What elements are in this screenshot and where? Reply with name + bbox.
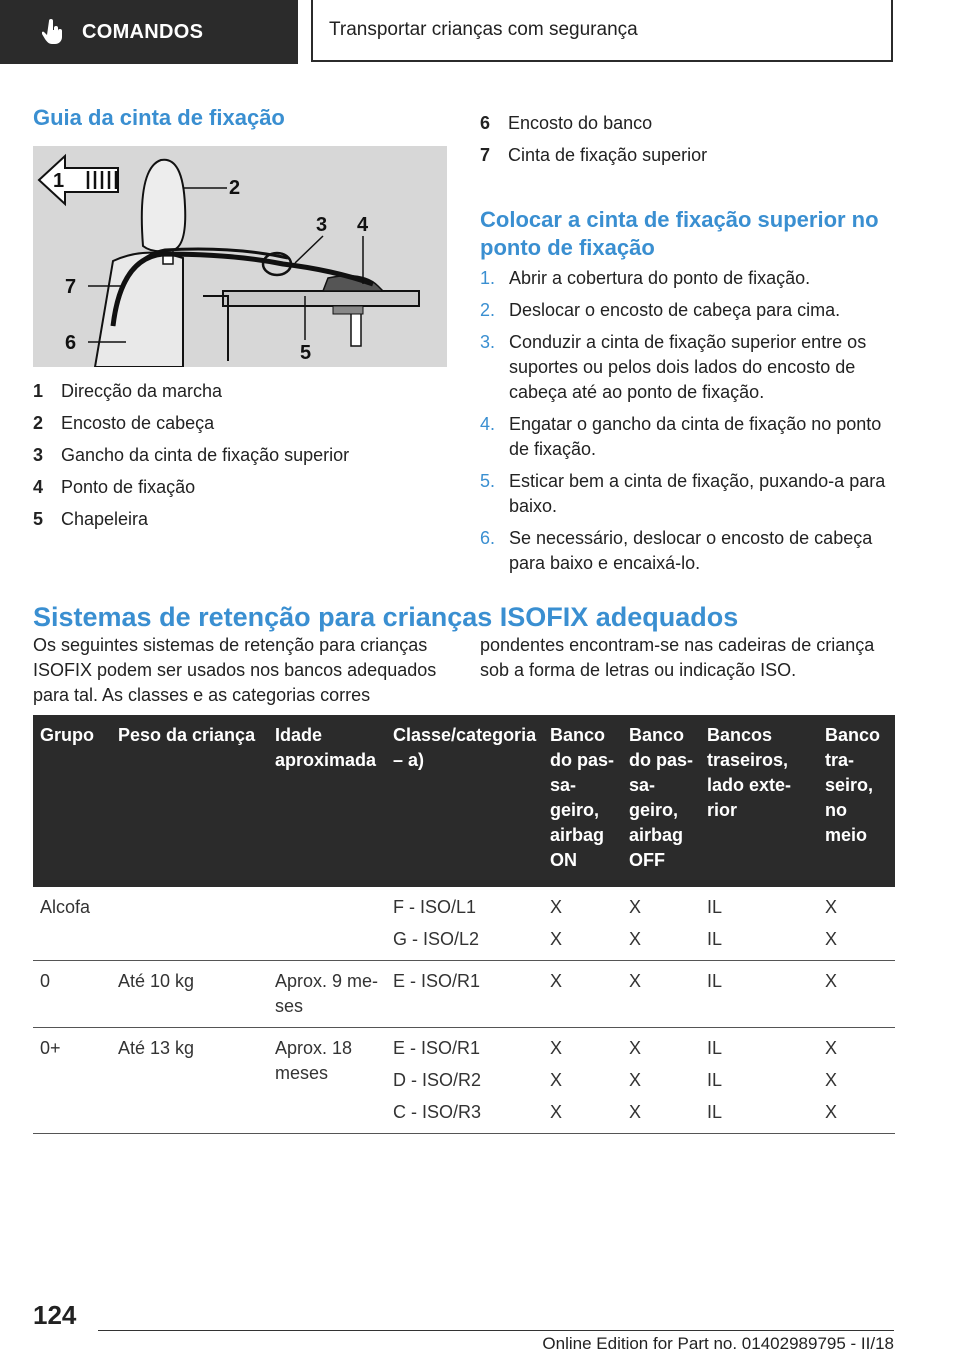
figure-heading: Guia da cinta de fixação (33, 105, 285, 130)
callout-5: 5 (300, 342, 312, 364)
table-row: Alcofa F - ISO/L1 G - ISO/L2 X X X X IL IL X X (33, 887, 895, 961)
section-tab (0, 0, 298, 64)
callout-7: 7 (65, 276, 77, 298)
attach-steps (480, 266, 895, 583)
col-header-airbag-off: Banco do passageiro, airbag OFF (622, 715, 700, 887)
col-header-rear-outer: Bancos traseiros, lado exterior (700, 715, 818, 887)
col-header-grupo: Grupo (33, 715, 111, 887)
callout-4: 4 (357, 214, 369, 236)
headrest-shape (142, 160, 185, 252)
section-title: COMANDOS (82, 20, 204, 43)
step-item: 2. Deslocar o encosto de cabeça para cima. (480, 300, 841, 320)
chapter-title: Transportar crianças com segurança (329, 19, 638, 40)
isofix-table (33, 715, 895, 1134)
step-item: 5. Esticar bem a cinta de fixação, puxando-a para baixo. (480, 471, 886, 516)
col-header-peso: Peso da criança (111, 715, 268, 887)
isofix-intro-right: pondentes encontram-se nas cadeiras de criança sob a forma de letras ou indicação ISO. (480, 635, 875, 680)
callout-6: 6 (65, 332, 77, 354)
chapter-box (311, 0, 893, 62)
col-header-airbag-on: Banco do passageiro, airbag ON (543, 715, 622, 887)
col-header-classe: Classe/categoria – a) (386, 715, 543, 887)
tether-guide-illustration (33, 146, 447, 367)
step-item: 1. Abrir a cobertura do ponto de fixação. (480, 268, 811, 288)
page-header (0, 0, 960, 66)
figure-legend-left (33, 381, 349, 541)
col-header-idade: Idade aproximada (268, 715, 386, 887)
figure-legend-right (480, 113, 707, 177)
table-row: 0+ Até 13 kg Aprox. 18 meses E - ISO/R1 D - ISO/R2 C - ISO/R3 X X X X X X IL IL IL X X X (33, 1028, 895, 1134)
page-number: 124 (33, 1300, 77, 1330)
legend-item: 5 Chapeleira (33, 509, 149, 529)
callout-3: 3 (316, 214, 328, 236)
footer-divider (98, 1330, 894, 1331)
legend-item: 1 Direcção da marcha (33, 381, 223, 401)
tether-diagram (33, 146, 447, 367)
step-item: 6. Se necessário, deslocar o encosto de cabeça para baixo e encaixá-lo. (480, 528, 873, 573)
direction-arrow (39, 156, 118, 204)
step-item: 4. Engatar o gancho da cinta de fixação no ponto de fixação. (480, 414, 882, 459)
table-row: 0 Até 10 kg Aprox. 9 meses E - ISO/R1 X X IL X (33, 961, 895, 1028)
table-header-row (33, 715, 895, 887)
legend-item: 2 Encosto de cabeça (33, 413, 215, 433)
step-item: 3. Conduzir a cinta de fixação superior entre os suportes ou pelos dois lados do encosto de cabeça até ao ponto de fixação. (480, 332, 867, 402)
attach-heading: Colocar a cinta de fixação superior no ponto de fixação (480, 207, 879, 260)
legend-item: 6 Encosto do banco (480, 113, 653, 133)
callout-2: 2 (229, 177, 241, 199)
isofix-heading: Sistemas de retenção para crianças ISOFIX adequados (33, 602, 739, 632)
legend-item: 7 Cinta de fixação superior (480, 145, 708, 165)
legend-item: 3 Gancho da cinta de fixação superior (33, 445, 350, 465)
col-header-rear-middle: Banco traseiro, no meio (818, 715, 895, 887)
seat-back-shape (95, 253, 183, 367)
isofix-intro-left: Os seguintes sistemas de retenção para crianças ISOFIX podem ser usados nos bancos adequados para tal. As classes e as categorias corres (33, 635, 437, 705)
legend-item: 4 Ponto de fixação (33, 477, 196, 497)
hand-pointer-icon (42, 19, 64, 45)
callout-1: 1 (53, 170, 65, 192)
parcel-shelf-shape (223, 291, 419, 306)
edition-note: Online Edition for Part no. 01402989795 - II/18 (542, 1334, 894, 1353)
